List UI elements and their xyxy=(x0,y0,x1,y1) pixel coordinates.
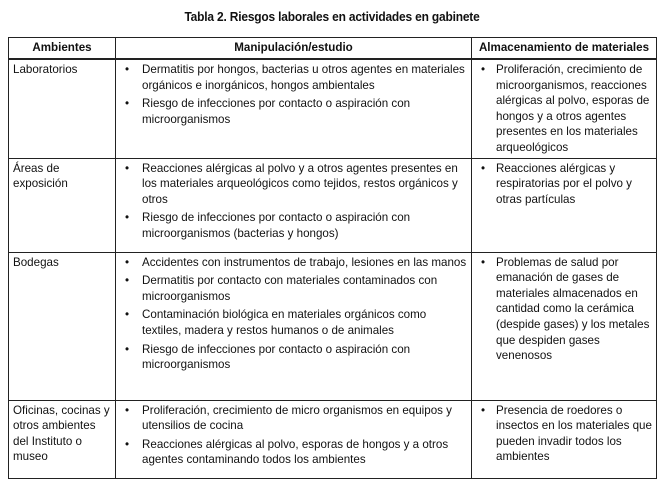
bullet-icon: • xyxy=(125,437,130,451)
list-item: • Proliferación, crecimiento de micro organismos en equipos y utensilios de cocina xyxy=(125,403,452,433)
manipulacion-cell xyxy=(116,252,472,400)
ambiente-cell: Oficinas, cocinas y otros ambientes del Instituto o museo xyxy=(9,400,116,478)
list-item: • Contaminación biológica en materiales orgánicos como textiles, madera y restos humanos o de animales xyxy=(125,308,427,337)
risk-list xyxy=(120,62,467,127)
list-item: • Proliferación, crecimiento de microorganismos, reacciones alérgicas al polvo, esporas de hongos y a otros agentes presentes en los materiales arqueológicos xyxy=(481,63,650,154)
manipulacion-cell xyxy=(116,158,472,252)
ambiente-cell: Áreas de exposición xyxy=(9,158,116,252)
bullet-icon: • xyxy=(125,342,130,356)
list-item: • Accidentes con instrumentos de trabajo, lesiones en las manos xyxy=(125,255,467,269)
list-item: • Presencia de roedores o insectos en los materiales que pueden invadir todos los ambientes xyxy=(481,403,652,464)
bullet-icon: • xyxy=(125,161,130,175)
bullet-icon: • xyxy=(125,403,130,417)
table-header-row xyxy=(9,38,657,60)
table-row xyxy=(9,252,657,400)
risk-list xyxy=(120,255,467,373)
risk-list xyxy=(476,403,652,465)
list-item: • Riesgo de infecciones por contacto o aspiración con microorganismos xyxy=(125,342,411,372)
list-item: • Riesgo de infecciones por contacto o aspiración con microorganismos xyxy=(125,97,411,126)
bullet-icon: • xyxy=(481,161,486,175)
almacenamiento-cell xyxy=(472,59,657,158)
risk-list xyxy=(120,403,467,468)
almacenamiento-cell xyxy=(472,158,657,252)
risk-list xyxy=(120,161,467,242)
bullet-icon: • xyxy=(125,97,130,111)
list-item: • Dermatitis por contacto con materiales contaminados con microorganismos xyxy=(125,274,438,303)
bullet-icon: • xyxy=(125,211,130,225)
risk-list xyxy=(476,62,652,156)
bullet-icon: • xyxy=(481,255,486,269)
risk-list xyxy=(476,161,652,208)
manipulacion-cell xyxy=(116,59,472,158)
table-row xyxy=(9,158,657,252)
risk-list xyxy=(476,255,652,364)
ambiente-cell: Laboratorios xyxy=(9,59,116,158)
almacenamiento-cell xyxy=(472,400,657,478)
list-item: • Dermatitis por hongos, bacterias u otros agentes en materiales orgánicos e inorgánicos, hongos ambientales xyxy=(125,63,465,92)
list-item: • Reacciones alérgicas al polvo, esporas de hongos y a otros agentes contaminando todos los ambientes xyxy=(125,437,449,467)
almacenamiento-cell xyxy=(472,252,657,400)
bullet-icon: • xyxy=(125,308,130,322)
table-title: Tabla 2. Riesgos laborales en actividades en gabinete xyxy=(184,9,480,24)
bullet-icon: • xyxy=(125,274,130,288)
table-row xyxy=(9,59,657,158)
manipulacion-cell xyxy=(116,400,472,478)
table-row xyxy=(9,400,657,478)
bullet-icon: • xyxy=(125,63,130,76)
risks-table xyxy=(8,37,657,479)
header-almacenamiento: Almacenamiento de materiales xyxy=(472,38,657,60)
ambiente-cell: Bodegas xyxy=(9,252,116,400)
list-item: • Reacciones alérgicas y respiratorias por el polvo y otras partículas xyxy=(481,161,632,206)
header-manipulacion: Manipulación/estudio xyxy=(116,38,472,60)
header-ambientes: Ambientes xyxy=(9,38,116,60)
bullet-icon: • xyxy=(125,255,130,269)
bullet-icon: • xyxy=(481,403,486,417)
list-item: • Reacciones alérgicas al polvo y a otros agentes presentes en los materiales arqueológicos como tejidos, restos orgánicos y otros xyxy=(125,161,458,206)
list-item: • Problemas de salud por emanación de gases de materiales almacenados en cantidad como la cerámica (despide gases) y los metales que despiden gases venenosos xyxy=(481,255,650,363)
bullet-icon: • xyxy=(481,63,486,76)
list-item: • Riesgo de infecciones por contacto o aspiración con microorganismos (bacterias y hongos) xyxy=(125,211,411,240)
